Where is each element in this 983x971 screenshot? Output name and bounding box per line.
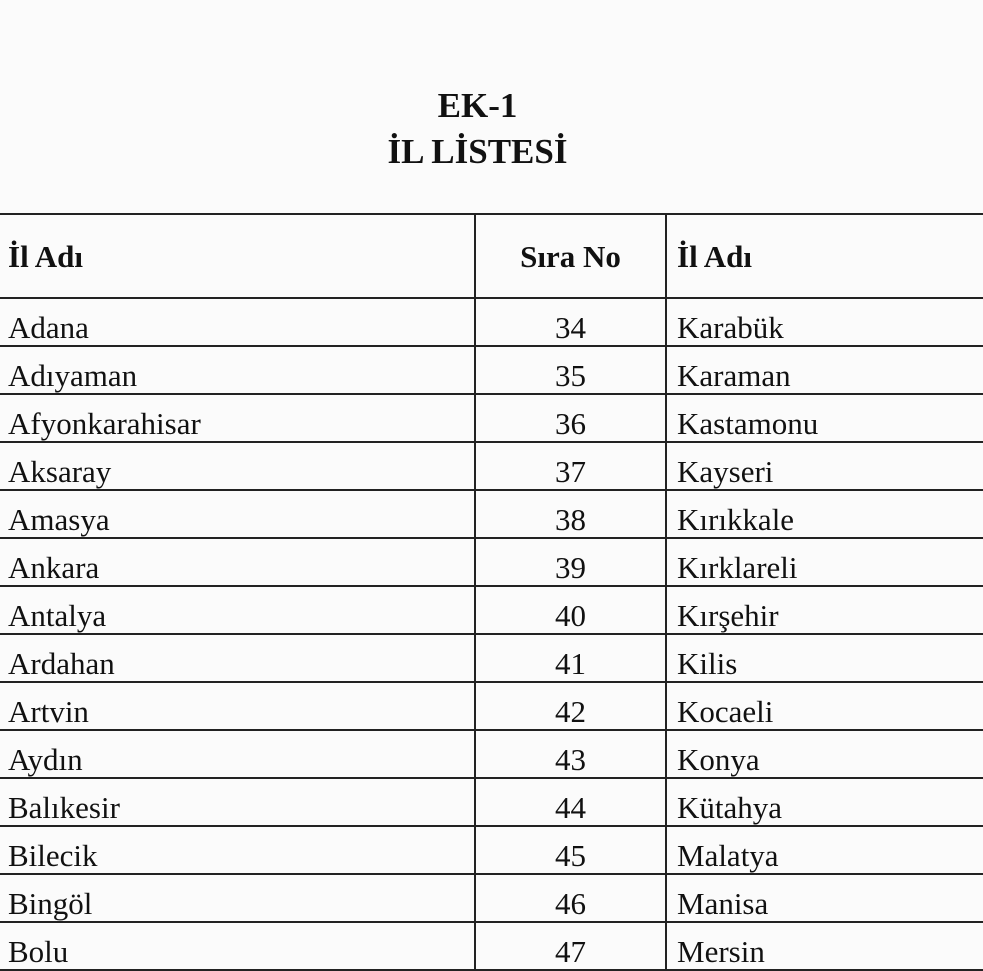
province-name-cell-2: Malatya: [666, 826, 983, 874]
province-name-cell: Ankara: [0, 538, 475, 586]
table-row: [0, 298, 983, 346]
province-name-cell-2: Kastamonu: [666, 394, 983, 442]
row-number-cell: 47: [475, 922, 666, 970]
table-row: [0, 394, 983, 442]
row-number-cell: 39: [475, 538, 666, 586]
row-number-cell: 40: [475, 586, 666, 634]
row-number-cell: 46: [475, 874, 666, 922]
row-number-cell: 34: [475, 298, 666, 346]
table-row: [0, 586, 983, 634]
province-name-cell-2: Kırşehir: [666, 586, 983, 634]
table-row: [0, 538, 983, 586]
province-name-cell: Adana: [0, 298, 475, 346]
row-number-cell: 43: [475, 730, 666, 778]
table-row: [0, 778, 983, 826]
table-row: [0, 826, 983, 874]
province-name-cell-2: Kırklareli: [666, 538, 983, 586]
province-name-cell: Bingöl: [0, 874, 475, 922]
province-name-cell: Bilecik: [0, 826, 475, 874]
province-name-cell-2: Mersin: [666, 922, 983, 970]
province-name-cell: Bolu: [0, 922, 475, 970]
row-number-cell: 45: [475, 826, 666, 874]
header-province-name-2: İl Adı: [666, 214, 983, 298]
province-name-cell: Artvin: [0, 682, 475, 730]
province-table: [0, 213, 983, 971]
province-name-cell-2: Kayseri: [666, 442, 983, 490]
province-name-cell-2: Kırıkkale: [666, 490, 983, 538]
table-row: [0, 490, 983, 538]
row-number-cell: 44: [475, 778, 666, 826]
province-name-cell: Antalya: [0, 586, 475, 634]
header-province-name: İl Adı: [0, 214, 475, 298]
province-name-cell: Ardahan: [0, 634, 475, 682]
row-number-cell: 37: [475, 442, 666, 490]
province-name-cell: Afyonkarahisar: [0, 394, 475, 442]
table-row: [0, 874, 983, 922]
table-row: [0, 346, 983, 394]
province-name-cell: Balıkesir: [0, 778, 475, 826]
province-name-cell-2: Karaman: [666, 346, 983, 394]
table-row: [0, 682, 983, 730]
province-name-cell-2: Manisa: [666, 874, 983, 922]
header-row-number: Sıra No: [475, 214, 666, 298]
province-name-cell: Aydın: [0, 730, 475, 778]
table-row: [0, 922, 983, 970]
province-name-cell-2: Karabük: [666, 298, 983, 346]
table-row: [0, 730, 983, 778]
province-name-cell-2: Kocaeli: [666, 682, 983, 730]
row-number-cell: 42: [475, 682, 666, 730]
row-number-cell: 38: [475, 490, 666, 538]
table-row: [0, 634, 983, 682]
row-number-cell: 41: [475, 634, 666, 682]
document-title: İL LİSTESİ: [387, 132, 568, 171]
province-name-cell: Amasya: [0, 490, 475, 538]
row-number-cell: 36: [475, 394, 666, 442]
table-row: [0, 442, 983, 490]
document-code: EK-1: [437, 86, 518, 125]
row-number-cell: 35: [475, 346, 666, 394]
province-name-cell-2: Konya: [666, 730, 983, 778]
province-name-cell-2: Kilis: [666, 634, 983, 682]
province-name-cell-2: Kütahya: [666, 778, 983, 826]
province-name-cell: Aksaray: [0, 442, 475, 490]
table-header-row: [0, 214, 983, 298]
province-name-cell: Adıyaman: [0, 346, 475, 394]
